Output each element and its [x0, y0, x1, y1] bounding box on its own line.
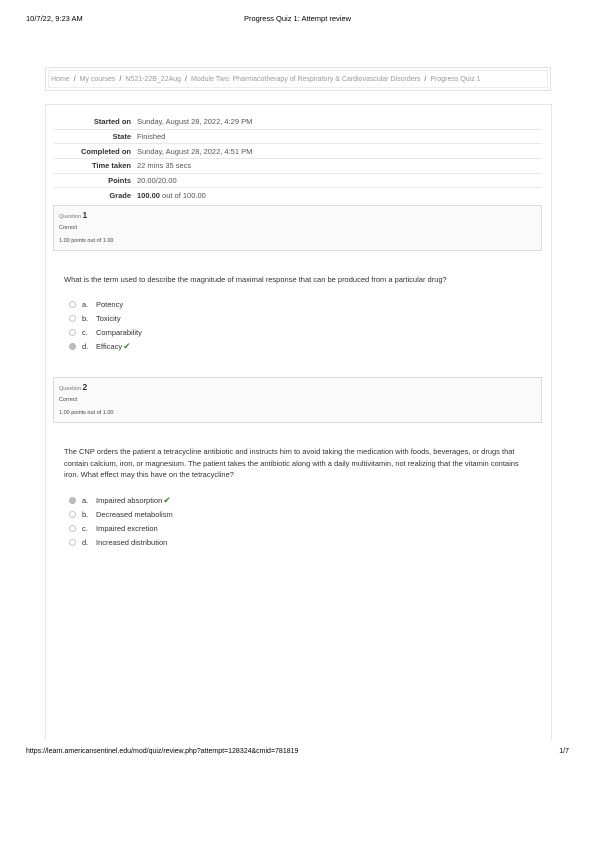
answer-option: c. Impaired excretion — [69, 521, 173, 535]
answer-option: b. Toxicity — [69, 311, 142, 325]
breadcrumb-course[interactable]: N521-22B_22Aug — [125, 76, 182, 83]
attempt-summary-table — [54, 115, 542, 202]
answer-option-selected: d. Efficacy ✔ — [69, 339, 142, 353]
answer-text: Efficacy — [96, 341, 123, 351]
radio-button-selected[interactable] — [69, 497, 76, 504]
summary-row-state: State Finished — [54, 129, 542, 144]
question-state: Correct — [59, 225, 78, 231]
breadcrumb-quiz[interactable]: Progress Quiz 1 — [430, 76, 481, 83]
question-1-text: What is the term used to describe the magnitude of maximal response that can be produced from a particular drug? — [64, 275, 447, 284]
question-grade: 1.00 points out of 1.00 — [59, 238, 114, 244]
summary-row-started-on: Started on Sunday, August 28, 2022, 4:29 PM — [93, 117, 253, 127]
page-number: 1/7 — [559, 748, 569, 755]
question-1-info — [53, 205, 542, 251]
answer-text: Increased distribution — [96, 537, 168, 547]
question-grade: 1.00 points out of 1.00 — [59, 410, 114, 416]
correct-check-icon: ✔ — [123, 340, 131, 351]
answer-option: c. Comparability — [69, 325, 142, 339]
page-url: https://learn.americansentinel.edu/mod/quiz/review.php?attempt=128324&cmid=781819 — [26, 748, 299, 755]
question-label: Question — [59, 386, 83, 392]
radio-button[interactable] — [69, 301, 76, 308]
breadcrumb-my-courses[interactable]: My courses — [79, 76, 116, 83]
answer-text: Impaired absorption — [96, 495, 163, 505]
question-2-info — [53, 377, 542, 423]
breadcrumb-module[interactable]: Module Two: Pharmacotherapy of Respiratory & Cardiovascular Disorders — [191, 76, 421, 83]
question-2-text: The CNP orders the patient a tetracycline antibiotic and instructs him to avoid taking the medication with foods, beverages, or drugs that contain calcium, iron, or magnesium. The patient takes the antibiotic along with a daily multivitamin, not realizing that the vitamin contains iron. What effect may this have on the tetracycline? — [64, 447, 519, 479]
answer-option: a. Potency — [69, 297, 142, 311]
radio-button[interactable] — [69, 511, 76, 518]
radio-button[interactable] — [69, 315, 76, 322]
question-label: Question — [59, 214, 83, 220]
answer-text: Potency — [96, 299, 124, 309]
answer-text: Decreased metabolism — [96, 509, 173, 519]
correct-check-icon: ✔ — [163, 494, 171, 505]
print-title: Progress Quiz 1: Attempt review — [243, 14, 352, 23]
summary-row-points: Points 20.00/20.00 — [54, 173, 542, 188]
answer-option: d. Increased distribution — [69, 535, 173, 549]
answer-text: Comparability — [96, 327, 142, 337]
radio-button[interactable] — [69, 539, 76, 546]
question-number: 1 — [82, 210, 88, 220]
radio-button-selected[interactable] — [69, 343, 76, 350]
question-2-answers — [69, 493, 173, 549]
print-datetime: 10/7/22, 9:23 AM — [26, 14, 83, 23]
answer-text: Impaired excretion — [96, 523, 158, 533]
summary-row-completed-on: Completed on Sunday, August 28, 2022, 4:51 PM — [54, 143, 542, 158]
question-state: Correct — [59, 397, 78, 403]
summary-row-grade: Grade 100.00 out of 100.00 — [54, 187, 542, 202]
breadcrumb: Home / My courses / N521-22B_22Aug / Module Two: Pharmacotherapy of Respiratory & Cardiovascular Disorders / Progress Quiz 1 — [45, 67, 551, 91]
question-1-answers — [69, 297, 142, 353]
question-number: 2 — [82, 382, 88, 392]
answer-option: b. Decreased metabolism — [69, 507, 173, 521]
radio-button[interactable] — [69, 329, 76, 336]
answer-option-selected: a. Impaired absorption ✔ — [69, 493, 173, 507]
summary-row-time-taken: Time taken 22 mins 35 secs — [54, 158, 542, 173]
radio-button[interactable] — [69, 525, 76, 532]
breadcrumb-home[interactable]: Home — [51, 76, 70, 83]
answer-text: Toxicity — [96, 313, 121, 323]
